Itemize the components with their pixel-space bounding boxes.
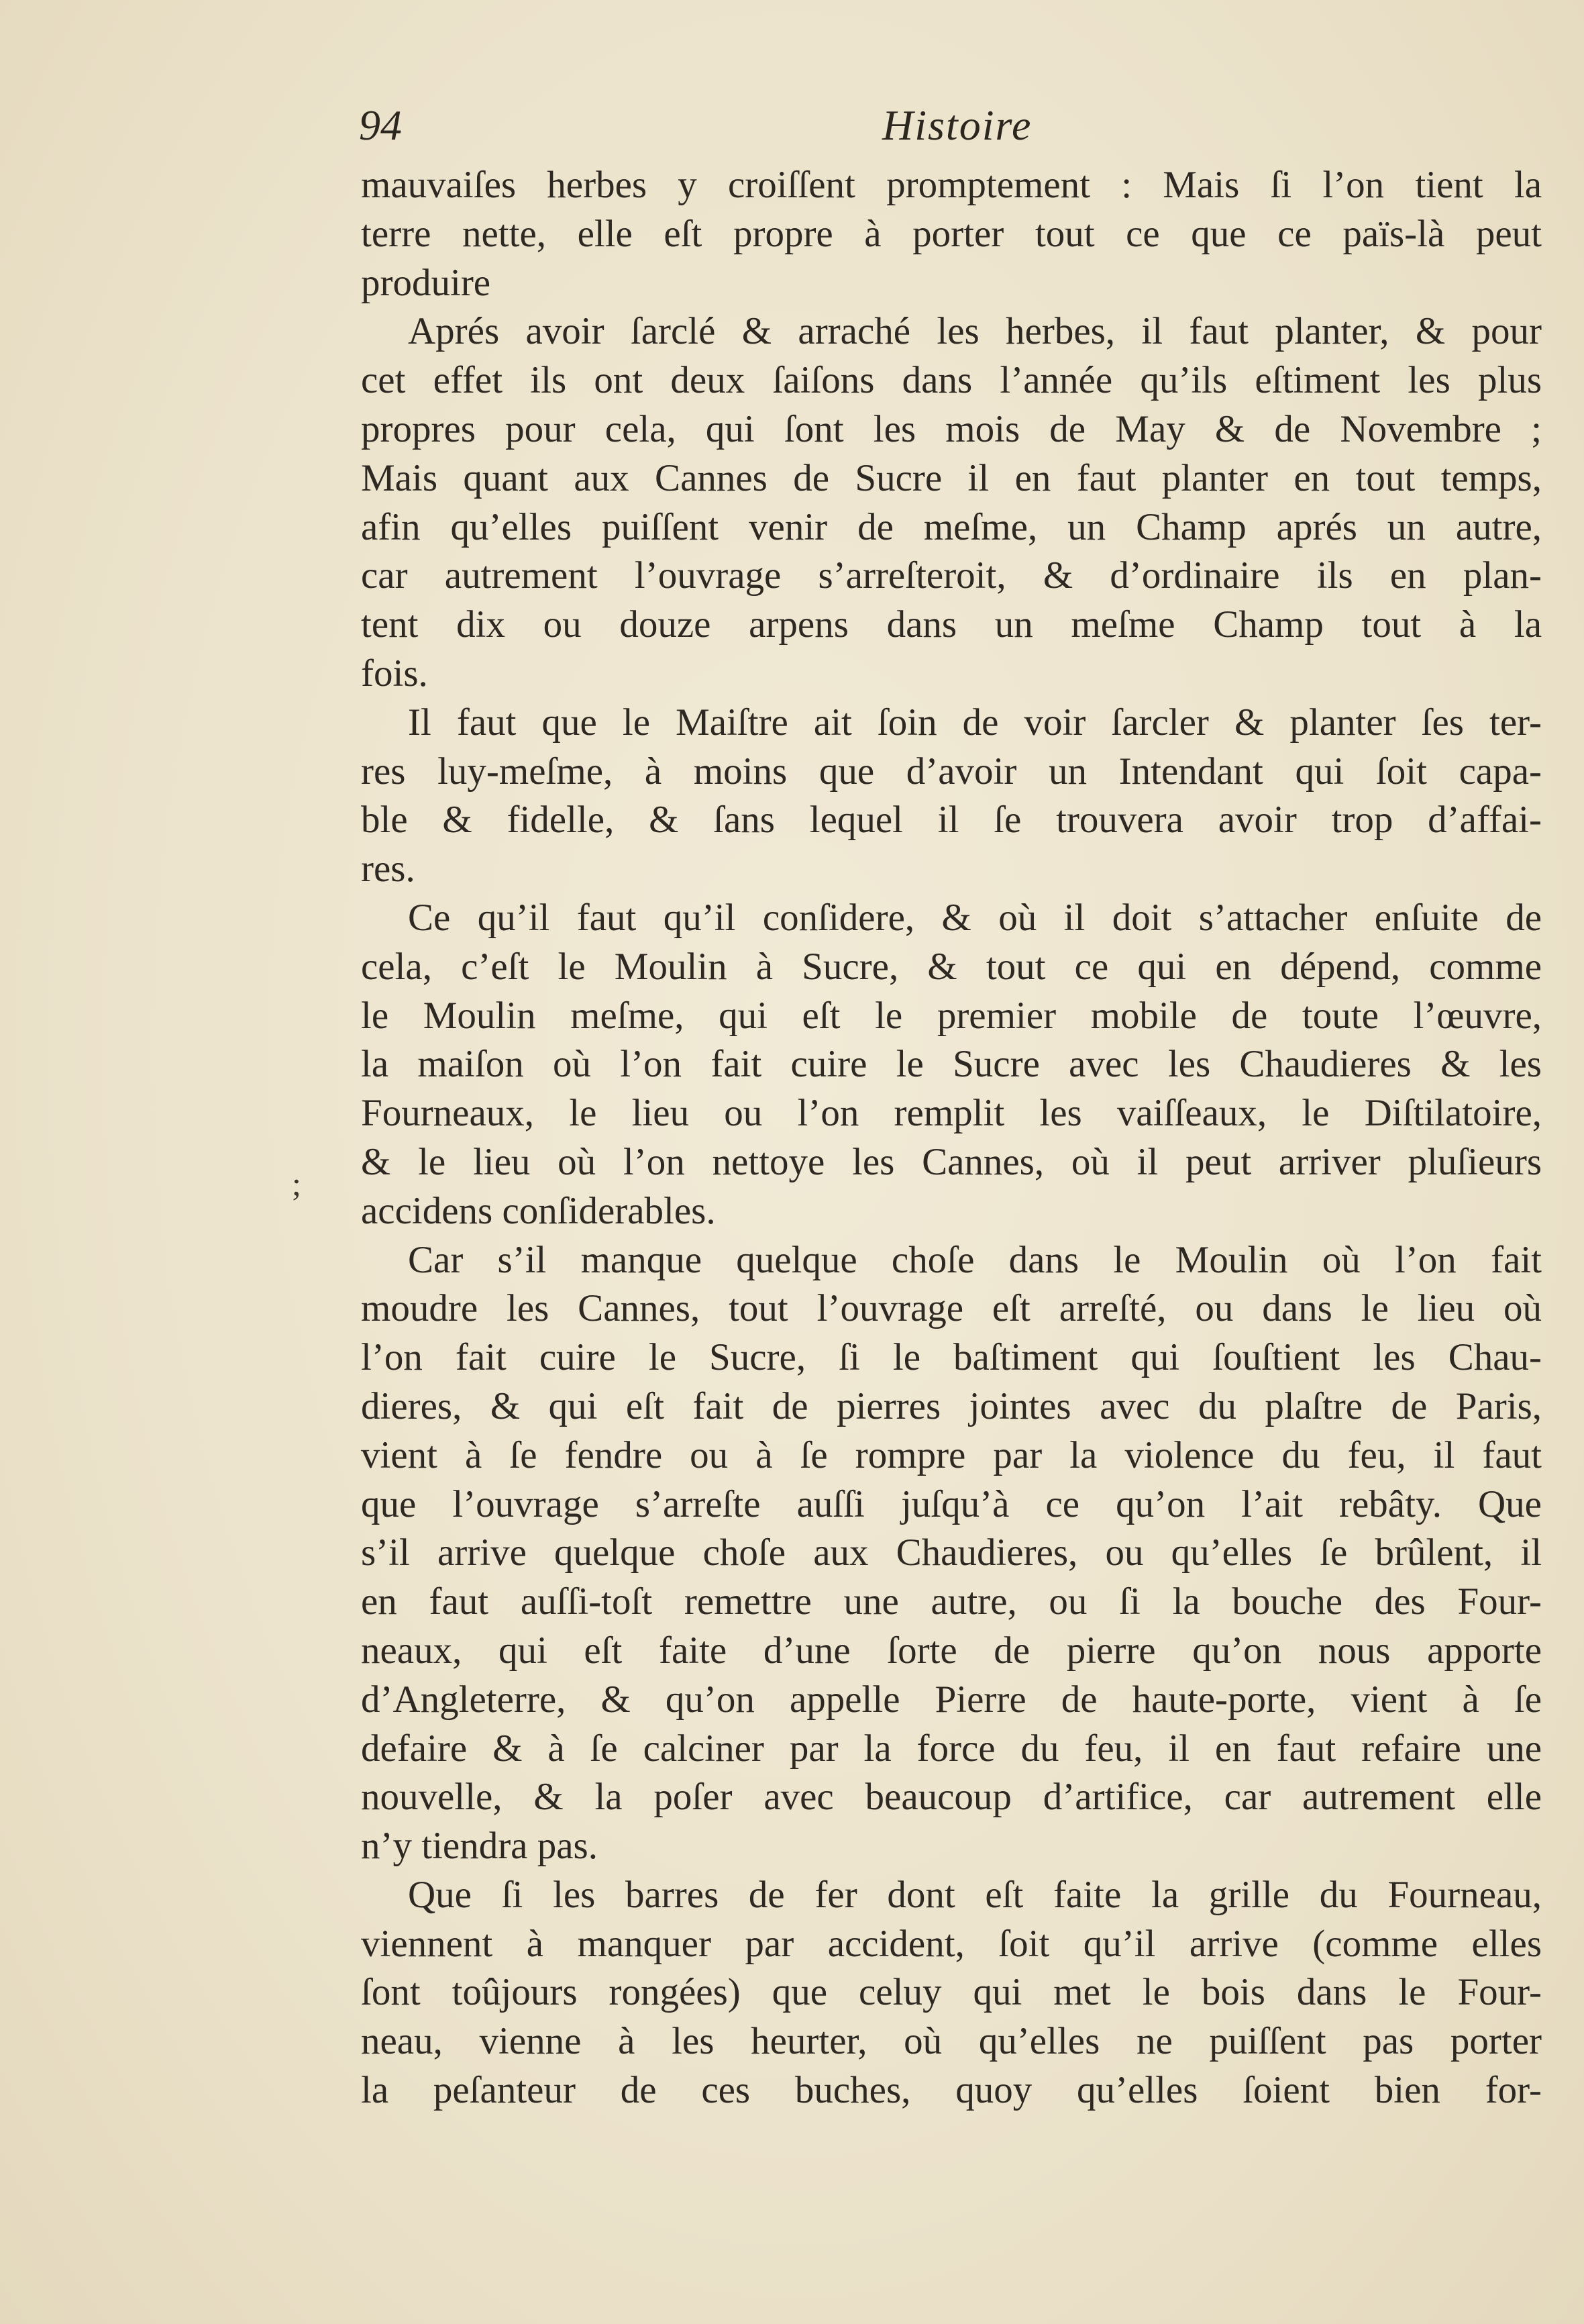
text-line: que l’ouvrage s’arreſte auſſi juſqu’à ce qu’on l’ait rebâty. Que: [361, 1482, 1542, 1525]
text-line: afin qu’elles puiſſent venir de meſme, un Champ aprés un autre,: [361, 505, 1542, 548]
text-line: viennent à manquer par accident, ſoit qu’il arrive (comme elles: [361, 1922, 1542, 1965]
text-line: tent dix ou douze arpens dans un meſme Champ tout à la: [361, 603, 1542, 646]
text-line: la maiſon où l’on fait cuire le Sucre avec les Chaudieres & les: [361, 1043, 1542, 1086]
text-line: car autrement l’ouvrage s’arreſteroit, & d’ordinaire ils en plan-: [361, 554, 1542, 597]
text-line: accidens conſiderables.: [361, 1189, 716, 1232]
text-line: nouvelle, & la poſer avec beaucoup d’artifice, car autrement elle: [361, 1776, 1542, 1819]
text-line: Que ſi les barres de fer dont eſt faite la grille du Fourneau,: [408, 1873, 1542, 1916]
text-line: Ce qu’il faut qu’il conſidere, & où il doit s’attacher enſuite de: [408, 896, 1542, 939]
text-line: le Moulin meſme, qui eſt le premier mobile de toute l’œuvre,: [361, 994, 1542, 1037]
text-line: produire: [361, 261, 491, 304]
text-line: vient à ſe fendre ou à ſe rompre par la violence du feu, il faut: [361, 1433, 1542, 1476]
text-line: Mais quant aux Cannes de Sucre il en faut planter en tout temps,: [361, 456, 1542, 499]
text-line: ſont toûjours rongées) que celuy qui met le bois dans le Four-: [361, 1971, 1542, 2014]
text-line: la peſanteur de ces buches, quoy qu’elles ſoient bien for-: [361, 2069, 1542, 2112]
text-line: neaux, qui eſt faite d’une ſorte de pierre qu’on nous apporte: [361, 1629, 1542, 1672]
text-line: defaire & à ſe calciner par la force du feu, il en faut refaire une: [361, 1727, 1542, 1770]
text-line: Car s’il manque quelque choſe dans le Moulin où l’on fait: [408, 1238, 1542, 1281]
text-line: & le lieu où l’on nettoye les Cannes, où il peut arriver pluſieurs: [361, 1140, 1542, 1183]
text-line: moudre les Cannes, tout l’ouvrage eſt arreſté, ou dans le lieu où: [361, 1287, 1542, 1330]
text-line: n’y tiendra pas.: [361, 1825, 598, 1868]
text-line: fois.: [361, 652, 428, 695]
text-line: l’on fait cuire le Sucre, ſi le baſtiment qui ſouſtient les Chau-: [361, 1336, 1542, 1379]
text-line: terre nette, elle eſt propre à porter tout ce que ce païs-là peut: [361, 212, 1542, 255]
body-text: [361, 161, 1542, 2115]
running-head: Histoire: [882, 101, 1033, 149]
page-header: [359, 101, 1553, 161]
text-line: propres pour cela, qui ſont les mois de May & de Novembre ;: [361, 407, 1542, 450]
text-line: neau, vienne à les heurter, où qu’elles ne puiſſent pas porter: [361, 2020, 1542, 2063]
text-line: cet effet ils ont deux ſaiſons dans l’année qu’ils eſtiment les plus: [361, 359, 1542, 402]
text-line: res luy-meſme, à moins que d’avoir un Intendant qui ſoit capa-: [361, 750, 1542, 793]
text-line: d’Angleterre, & qu’on appelle Pierre de haute-porte, vient à ſe: [361, 1678, 1542, 1721]
text-line: cela, c’eſt le Moulin à Sucre, & tout ce qui en dépend, comme: [361, 945, 1542, 988]
text-line: dieres, & qui eſt fait de pierres jointes avec du plaſtre de Paris,: [361, 1384, 1542, 1427]
text-line: s’il arrive quelque choſe aux Chaudieres, ou qu’elles ſe brûlent, il: [361, 1531, 1542, 1574]
text-line: Aprés avoir ſarclé & arraché les herbes, il faut planter, & pour: [408, 310, 1542, 353]
text-line: mauvaiſes herbes y croiſſent promptement : Mais ſi l’on tient la: [361, 164, 1542, 206]
text-line: Il faut que le Maiſtre ait ſoin de voir ſarcler & planter ſes ter-: [408, 701, 1542, 744]
text-line: res.: [361, 848, 415, 891]
text-line: Fourneaux, le lieu ou l’on remplit les vaiſſeaux, le Diſtilatoire,: [361, 1092, 1542, 1135]
margin-mark: ;: [292, 1165, 301, 1203]
text-line: en faut auſſi-toſt remettre une autre, ou ſi la bouche des Four-: [361, 1580, 1542, 1623]
page-number: 94: [359, 101, 402, 149]
text-line: ble & fidelle, & ſans lequel il ſe trouvera avoir trop d’affai-: [361, 799, 1542, 842]
